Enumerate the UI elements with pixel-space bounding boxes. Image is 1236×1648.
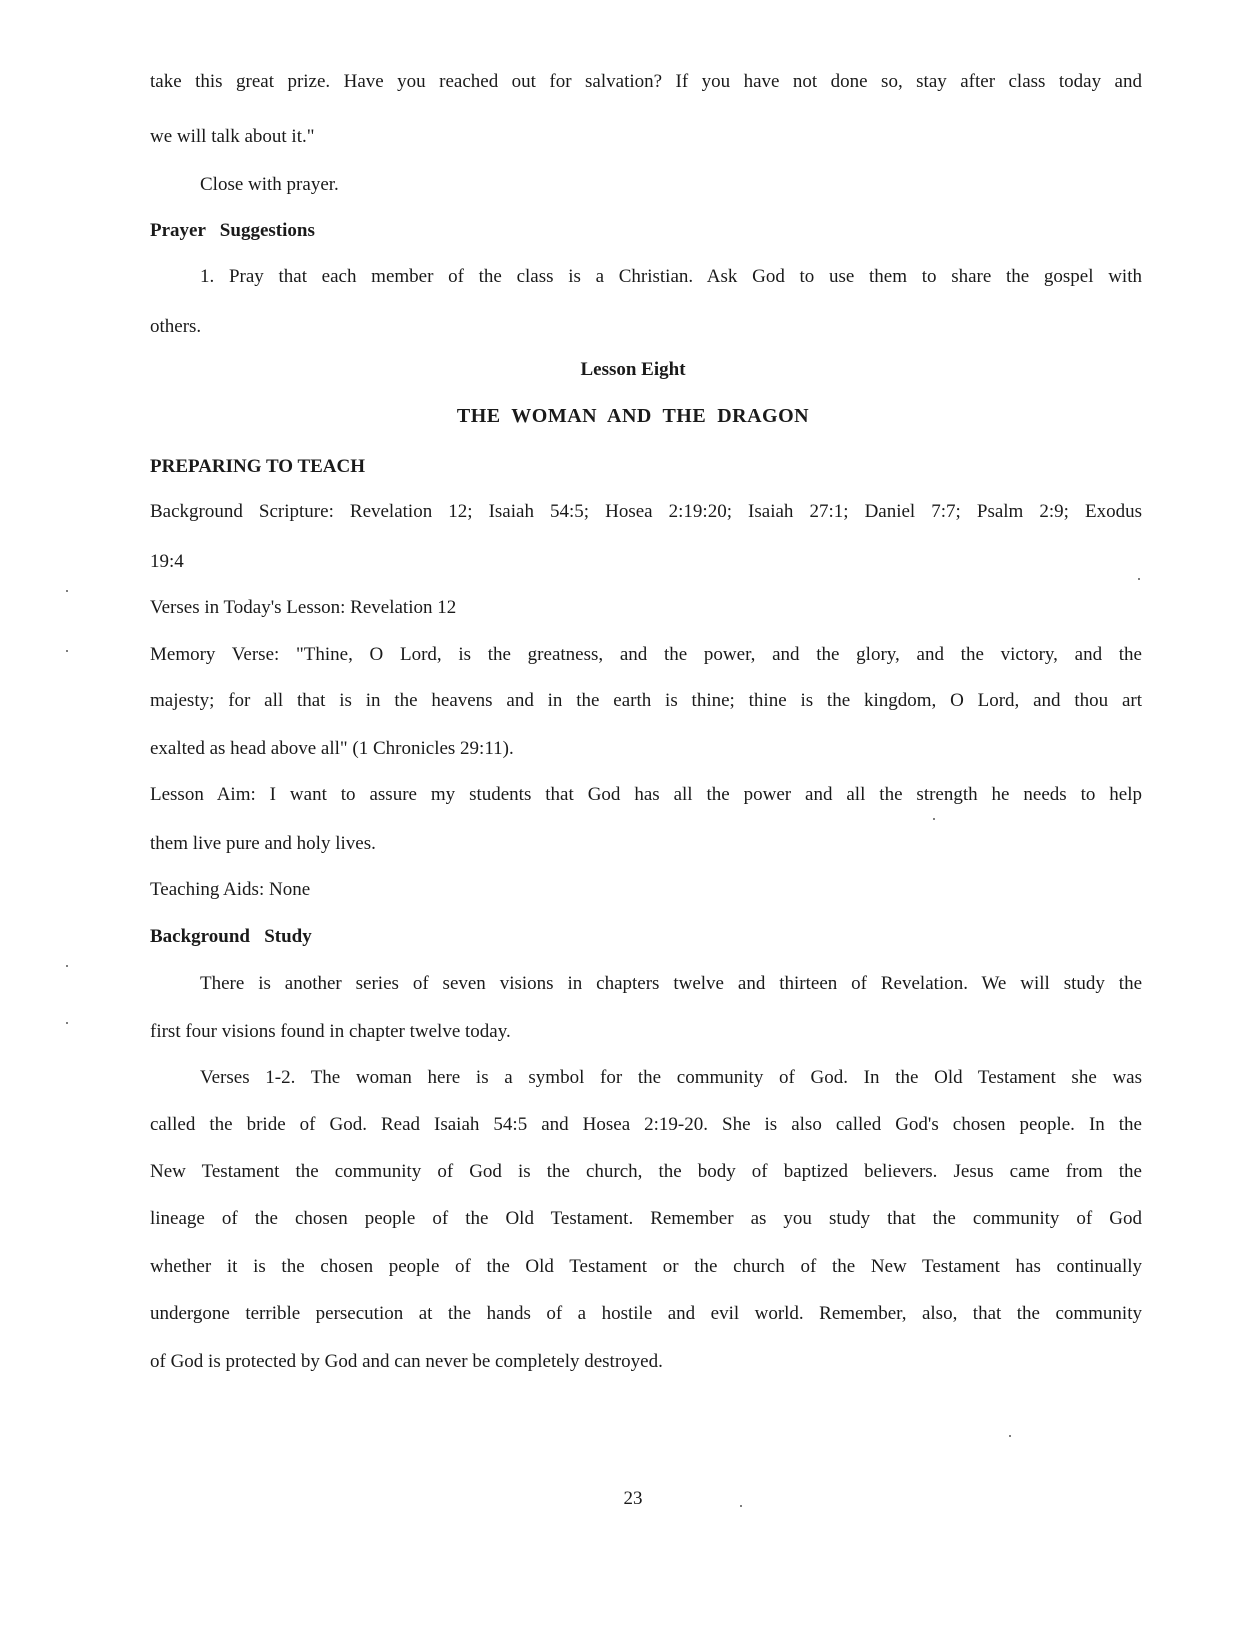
preparing-to-teach-heading: PREPARING TO TEACH	[150, 456, 366, 477]
lesson-title: THE WOMAN AND THE DRAGON	[456, 405, 810, 427]
background-study-p1-line-2: first four visions found in chapter twelve today.	[150, 1021, 511, 1042]
scan-speck	[66, 965, 68, 967]
memory-verse-line-2: majesty; for all that is in the heavens and in the earth is thine; thine is the kingdom, O Lord, and thou art	[150, 690, 1142, 711]
prayer-item-1-line-1: 1. Pray that each member of the class is a Christian. Ask God to use them to share the gospel with	[200, 266, 1142, 287]
background-study-p2-line-1: Verses 1-2. The woman here is a symbol for the community of God. In the Old Testament she was	[200, 1067, 1142, 1088]
background-study-p2-line-3: New Testament the community of God is the church, the body of baptized believers. Jesus came from the	[150, 1161, 1142, 1182]
memory-verse-line-1: Memory Verse: "Thine, O Lord, is the greatness, and the power, and the glory, and the victory, and the	[150, 644, 1142, 665]
background-study-p2-line-4: lineage of the chosen people of the Old Testament. Remember as you study that the community of God	[150, 1208, 1142, 1229]
scan-speck	[1138, 578, 1140, 580]
scan-speck	[66, 590, 68, 592]
prayer-item-1-line-2: others.	[150, 316, 202, 337]
lesson-aim-line-2: them live pure and holy lives.	[150, 833, 376, 854]
scan-speck	[66, 1022, 68, 1024]
scan-speck	[1009, 1435, 1011, 1437]
scan-speck	[740, 1505, 742, 1507]
opening-line-2: we will talk about it."	[150, 126, 315, 147]
lesson-aim-line-1: Lesson Aim: I want to assure my students that God has all the power and all the strength he needs to help	[150, 784, 1142, 805]
background-study-p2-line-7: of God is protected by God and can never be completely destroyed.	[150, 1351, 663, 1372]
teaching-aids: Teaching Aids: None	[150, 879, 311, 900]
background-study-p1-line-1: There is another series of seven visions in chapters twelve and thirteen of Revelation. We will study the	[200, 973, 1142, 994]
lesson-number: Lesson Eight	[580, 359, 686, 380]
background-study-p2-line-5: whether it is the chosen people of the Old Testament or the church of the New Testament has continually	[150, 1256, 1142, 1277]
page-number: 23	[623, 1488, 643, 1509]
background-study-heading: Background Study	[150, 926, 312, 947]
scan-speck	[933, 818, 935, 820]
opening-line-1: take this great prize. Have you reached out for salvation? If you have not done so, stay after class today and	[150, 71, 1142, 92]
scan-speck	[66, 650, 68, 652]
background-study-p2-line-6: undergone terrible persecution at the hands of a hostile and evil world. Remember, also, that the community	[150, 1303, 1142, 1324]
close-with-prayer: Close with prayer.	[200, 174, 339, 195]
verses-in-todays-lesson: Verses in Today's Lesson: Revelation 12	[150, 597, 457, 618]
memory-verse-line-3: exalted as head above all" (1 Chronicles 29:11).	[150, 738, 514, 759]
prayer-suggestions-heading: Prayer Suggestions	[150, 220, 315, 241]
background-scripture-line-2: 19:4	[150, 551, 184, 572]
background-study-p2-line-2: called the bride of God. Read Isaiah 54:5 and Hosea 2:19-20. She is also called God's chosen people. In the	[150, 1114, 1142, 1135]
background-scripture-line-1: Background Scripture: Revelation 12; Isaiah 54:5; Hosea 2:19:20; Isaiah 27:1; Daniel 7:7; Psalm 2:9; Exodus	[150, 501, 1142, 522]
